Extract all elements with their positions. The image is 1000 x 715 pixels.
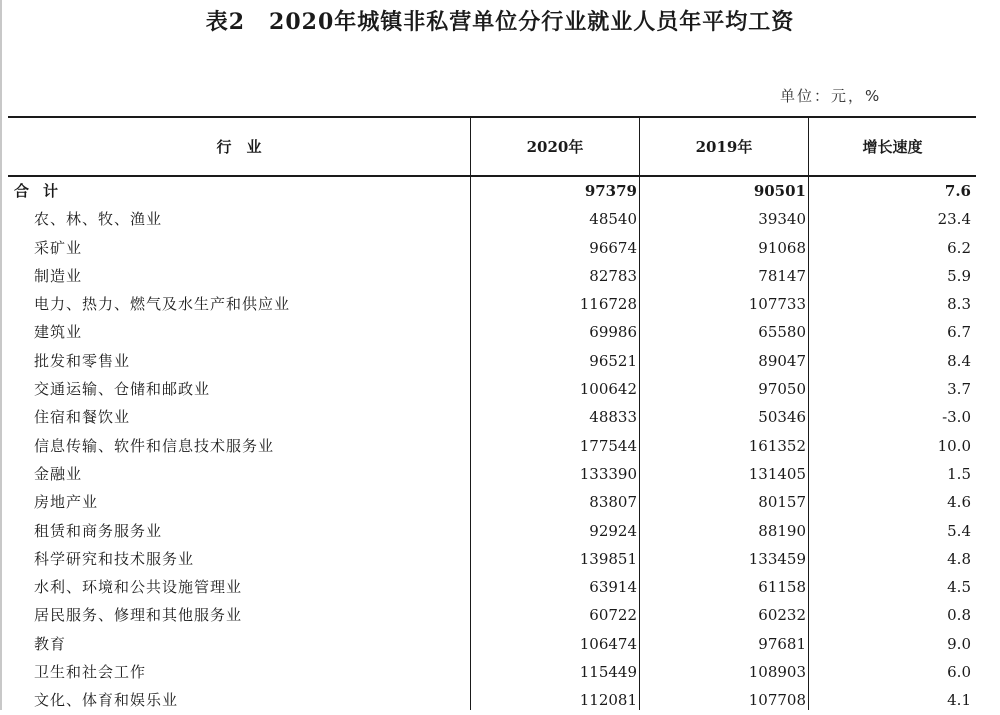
industry-name: 采矿业 xyxy=(34,238,83,257)
growth-rate: 6.2 xyxy=(947,238,971,257)
value-2020: 106474 xyxy=(579,634,637,653)
industry-name: 建筑业 xyxy=(34,323,83,342)
value-2019: 97681 xyxy=(758,634,806,653)
industry-name: 教育 xyxy=(34,634,67,653)
table-number: 表2 xyxy=(205,9,246,35)
value-2019: 88190 xyxy=(758,521,806,540)
industry-name: 金融业 xyxy=(34,464,83,483)
industry-name: 合计 xyxy=(14,182,73,200)
header-2019: 2019年 xyxy=(695,138,753,156)
industry-name: 交通运输、仓储和邮政业 xyxy=(34,380,211,399)
table-row xyxy=(8,545,976,573)
industry-name: 信息传输、软件和信息技术服务业 xyxy=(34,436,275,455)
value-2020: 96674 xyxy=(589,238,637,257)
value-2020: 48833 xyxy=(589,408,637,427)
header-growth: 增长速度 xyxy=(862,138,923,156)
wage-table xyxy=(8,116,976,710)
table-row xyxy=(8,517,976,545)
growth-rate: 0.8 xyxy=(947,606,971,625)
value-2020: 82783 xyxy=(589,266,637,285)
table-row xyxy=(8,658,976,686)
growth-rate: 7.6 xyxy=(944,182,971,200)
industry-name: 卫生和社会工作 xyxy=(34,663,147,682)
value-2020: 92924 xyxy=(589,521,637,540)
table-title xyxy=(0,4,1000,40)
growth-rate: 4.8 xyxy=(947,549,971,568)
value-2019: 90501 xyxy=(753,182,806,200)
table-row xyxy=(8,262,976,290)
value-2020: 133390 xyxy=(579,464,637,483)
growth-rate: 10.0 xyxy=(937,436,971,455)
industry-name: 住宿和餐饮业 xyxy=(34,408,131,427)
table-row xyxy=(8,686,976,714)
value-2020: 83807 xyxy=(589,493,637,512)
table-row xyxy=(8,318,976,346)
growth-rate: 3.7 xyxy=(947,380,971,399)
table-row xyxy=(8,601,976,629)
industry-name: 居民服务、修理和其他服务业 xyxy=(34,606,243,625)
table-row xyxy=(8,630,976,658)
growth-rate: 23.4 xyxy=(937,210,971,229)
value-2019: 60232 xyxy=(758,606,806,625)
value-2020: 115449 xyxy=(579,663,637,682)
value-2020: 112081 xyxy=(579,691,637,710)
value-2019: 133459 xyxy=(748,549,806,568)
industry-name: 科学研究和技术服务业 xyxy=(34,549,195,568)
growth-rate: 5.4 xyxy=(947,521,971,540)
table-row xyxy=(8,573,976,601)
header-industry: 行 业 xyxy=(216,138,262,156)
growth-rate: 6.0 xyxy=(947,663,971,682)
value-2019: 89047 xyxy=(758,351,806,370)
growth-rate: 9.0 xyxy=(947,634,971,653)
value-2020: 69986 xyxy=(589,323,637,342)
industry-name: 批发和零售业 xyxy=(34,351,131,370)
table-row xyxy=(8,403,976,431)
growth-rate: 1.5 xyxy=(947,464,971,483)
value-2019: 107708 xyxy=(748,691,806,710)
industry-name: 水利、环境和公共设施管理业 xyxy=(34,578,243,597)
value-2020: 116728 xyxy=(579,295,637,314)
table-body xyxy=(8,177,976,715)
value-2020: 100642 xyxy=(579,380,637,399)
table-row xyxy=(8,488,976,516)
value-2020: 97379 xyxy=(584,182,637,200)
growth-rate: -3.0 xyxy=(942,408,971,427)
value-2020: 63914 xyxy=(589,578,637,597)
value-2020: 96521 xyxy=(589,351,637,370)
table-row xyxy=(8,205,976,233)
value-2019: 80157 xyxy=(758,493,806,512)
header-2020: 2020年 xyxy=(526,138,584,156)
industry-name: 电力、热力、燃气及水生产和供应业 xyxy=(34,295,291,314)
value-2019: 78147 xyxy=(758,266,806,285)
value-2019: 108903 xyxy=(748,663,806,682)
value-2019: 39340 xyxy=(758,210,806,229)
industry-name: 租赁和商务服务业 xyxy=(34,521,163,540)
value-2019: 131405 xyxy=(748,464,806,483)
value-2019: 107733 xyxy=(748,295,806,314)
growth-rate: 6.7 xyxy=(947,323,971,342)
table-row xyxy=(8,375,976,403)
industry-name: 房地产业 xyxy=(34,493,99,512)
table-row xyxy=(8,290,976,318)
table-title-text: 2020年城镇非私营单位分行业就业人员年平均工资 xyxy=(269,9,795,35)
table-row xyxy=(8,432,976,460)
value-2019: 61158 xyxy=(758,578,806,597)
page-left-border xyxy=(0,0,2,710)
value-2020: 48540 xyxy=(589,210,637,229)
value-2019: 91068 xyxy=(758,238,806,257)
industry-name: 农、林、牧、渔业 xyxy=(34,210,163,229)
value-2020: 60722 xyxy=(589,606,637,625)
growth-rate: 4.1 xyxy=(947,691,971,710)
growth-rate: 4.5 xyxy=(947,578,971,597)
value-2020: 139851 xyxy=(579,549,637,568)
table-row xyxy=(8,460,976,488)
growth-rate: 8.4 xyxy=(947,351,971,370)
industry-name: 制造业 xyxy=(34,266,83,285)
table-row-total xyxy=(8,177,976,205)
growth-rate: 8.3 xyxy=(947,295,971,314)
value-2019: 97050 xyxy=(758,380,806,399)
value-2020: 177544 xyxy=(579,436,637,455)
value-2019: 50346 xyxy=(758,408,806,427)
growth-rate: 5.9 xyxy=(947,266,971,285)
growth-rate: 4.6 xyxy=(947,493,971,512)
table-row xyxy=(8,234,976,262)
unit-note: 单位：元，% xyxy=(780,87,882,105)
value-2019: 65580 xyxy=(758,323,806,342)
value-2019: 161352 xyxy=(748,436,806,455)
industry-name: 文化、体育和娱乐业 xyxy=(34,691,179,710)
table-row xyxy=(8,347,976,375)
